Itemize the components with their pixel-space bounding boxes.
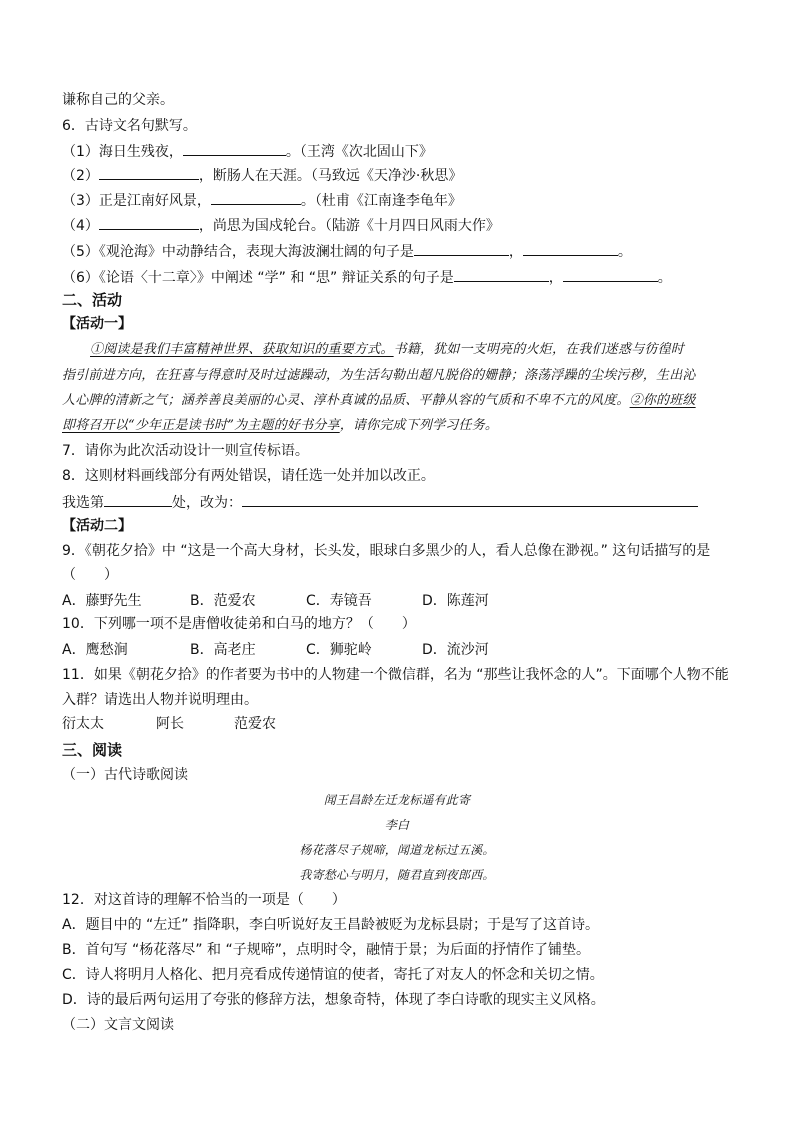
q8-answer-pre: 我选第	[62, 495, 104, 511]
q6-item-6	[62, 266, 672, 288]
q11-options	[62, 714, 276, 734]
item-mid: ，	[548, 270, 563, 286]
item-post: 。（杜甫《江南逢李龟年》	[300, 193, 462, 209]
item-num: （4）	[62, 218, 99, 234]
q8-text: 8．这则材料画线部分有两处错误，请任选一处并加以改正。	[62, 468, 435, 484]
answer-blank[interactable]	[242, 491, 698, 507]
q6-item-1	[62, 140, 433, 162]
passage-text: 书籍，犹如一支明亮的火炬，在我们迷惑与彷徨时	[393, 342, 685, 357]
passage-text: ，请你完成下列学习任务。	[339, 418, 499, 433]
q6-title: 6．古诗文名句默写。	[62, 118, 197, 134]
q12-option-c[interactable]: C．诗人将明月人格化、把月亮看成传递情谊的使者，寄托了对友人的怀念和关切之情。	[62, 967, 604, 983]
answer-blank[interactable]	[183, 140, 286, 156]
q8-answer-mid: 处，改为：	[172, 495, 242, 511]
item-pre: 海日生残夜，	[98, 144, 183, 160]
poem-line-1: 杨花落尽子规啼，闻道龙标过五溪。	[299, 843, 495, 857]
q9-option-b[interactable]: B．范爱农	[190, 593, 256, 609]
q9-options	[62, 591, 489, 611]
answer-blank[interactable]	[523, 240, 618, 256]
q9-text: 9．《朝花夕拾》中 “这是一个高大身材，长头发，眼球白多黑少的人，看人总像在渺视。” 这句话描写的是	[62, 543, 711, 559]
passage-line-2: 指引前进方向，在狂喜与得意时及时过滤躁动，为生活勾勒出超凡脱俗的姗静；涤荡浮躁的尘埃污秽，生出沁	[62, 368, 696, 383]
item-post: ，断肠人在天涯。（马致远《天净沙·秋思》	[198, 168, 463, 184]
item-post: 。	[617, 244, 632, 260]
q11-option-3[interactable]: 范爱农	[234, 716, 276, 732]
q6-item-2	[62, 164, 462, 186]
subsection-classical: （二）文言文阅读	[62, 1017, 174, 1033]
q12-text: 12．对这首诗的理解不恰当的一项是（ ）	[62, 892, 346, 908]
activity-one-label: 【活动一】	[62, 316, 132, 332]
q6-item-5	[62, 240, 632, 262]
item-pre: 正是江南好风景，	[98, 193, 211, 209]
item-num: （6）	[62, 270, 99, 286]
answer-blank[interactable]	[104, 491, 172, 507]
q6-item-4	[62, 214, 500, 236]
q10-text: 10．下列哪一项不是唐僧收徒弟和白马的地方？（ ）	[62, 616, 416, 632]
q7-text: 7．请你为此次活动设计一则宣传标语。	[62, 443, 309, 459]
passage-underlined-2-cont: 即将召开以“少年正是读书时”为主题的好书分享	[62, 418, 340, 433]
q12-option-d[interactable]: D．诗的最后两句运用了夸张的修辞方法，想象奇特，体现了李白诗歌的现实主义风格。	[62, 992, 605, 1008]
subsection-poetry: （一）古代诗歌阅读	[62, 767, 188, 783]
activity-two-label: 【活动二】	[62, 518, 132, 534]
q11-text-1: 11．如果《朝花夕拾》的作者要为书中的人物建一个微信群，名为 “那些让我怀念的人”。下面哪个人物不能	[62, 667, 729, 683]
q9-option-a[interactable]: A．藤野先生	[62, 593, 142, 609]
answer-blank[interactable]	[99, 164, 199, 180]
q10-option-c[interactable]: C．狮驼岭	[306, 642, 372, 658]
passage-line-3	[62, 391, 696, 411]
q10-option-b[interactable]: B．高老庄	[190, 642, 256, 658]
q10-options	[62, 640, 489, 660]
answer-blank[interactable]	[414, 240, 509, 256]
answer-blank[interactable]	[563, 266, 658, 282]
q11-option-2[interactable]: 阿长	[156, 716, 184, 732]
answer-blank[interactable]	[454, 266, 549, 282]
answer-blank[interactable]	[211, 189, 301, 205]
item-mid: ，	[508, 244, 523, 260]
poem-title: 闻王昌龄左迁龙标遥有此寄	[323, 793, 471, 807]
passage-underlined-1: ①阅读是我们丰富精神世界、获取知识的重要方式。	[90, 342, 394, 357]
section-title-reading: 三、阅读	[62, 741, 123, 759]
passage-text: 人心脾的清新之气；涵养善良美丽的心灵、淳朴真诚的品质、平静从容的气质和不卑不亢的风度。	[62, 393, 630, 408]
answer-blank[interactable]	[99, 214, 199, 230]
q9-paren: （ ）	[62, 567, 118, 583]
q12-option-b[interactable]: B．首句写 “杨花落尽” 和 “子规啼”，点明时令，融情于景；为后面的抒情作了铺垫。	[62, 942, 590, 958]
item-num: （3）	[62, 193, 99, 209]
q9-option-d[interactable]: D．陈莲河	[422, 593, 489, 609]
item-post: 。（王湾《次北固山下》	[285, 144, 433, 160]
item-num: （5）	[62, 244, 99, 260]
passage-line-1	[90, 340, 684, 360]
q11-text-2: 入群？请选出人物并说明理由。	[62, 692, 258, 708]
item-num: （2）	[62, 168, 99, 184]
item-pre: 《观沧海》中动静结合，表现大海波澜壮阔的句子是	[98, 244, 414, 260]
passage-line-4	[62, 416, 498, 436]
section-title-activity: 二、活动	[62, 291, 123, 309]
q11-option-1[interactable]: 衍太太	[62, 716, 104, 732]
q10-option-a[interactable]: A．鹰愁涧	[62, 642, 128, 658]
poem-line-2: 我寄愁心与明月，随君直到夜郎西。	[299, 868, 495, 882]
q9-option-c[interactable]: C．寿镜吾	[306, 593, 372, 609]
item-post: ，尚思为国戍轮台。（陆游《十月四日风雨大作》	[198, 218, 500, 234]
item-num: （1）	[62, 144, 99, 160]
poem-author: 李白	[384, 818, 410, 832]
item-post: 。	[657, 270, 672, 286]
q8-answer-line	[62, 491, 698, 513]
q10-option-d[interactable]: D．流沙河	[422, 642, 489, 658]
q6-item-3	[62, 189, 462, 211]
item-pre: 《论语〈十二章〉》中阐述 “学” 和 “思” 辩证关系的句子是	[98, 270, 454, 286]
intro-tail: 谦称自己的父亲。	[62, 92, 174, 108]
passage-underlined-2: ②你的班级	[629, 393, 696, 408]
q12-option-a[interactable]: A．题目中的 “左迁” 指降职，李白听说好友王昌龄被贬为龙标县尉；于是写了这首诗。	[62, 917, 599, 933]
